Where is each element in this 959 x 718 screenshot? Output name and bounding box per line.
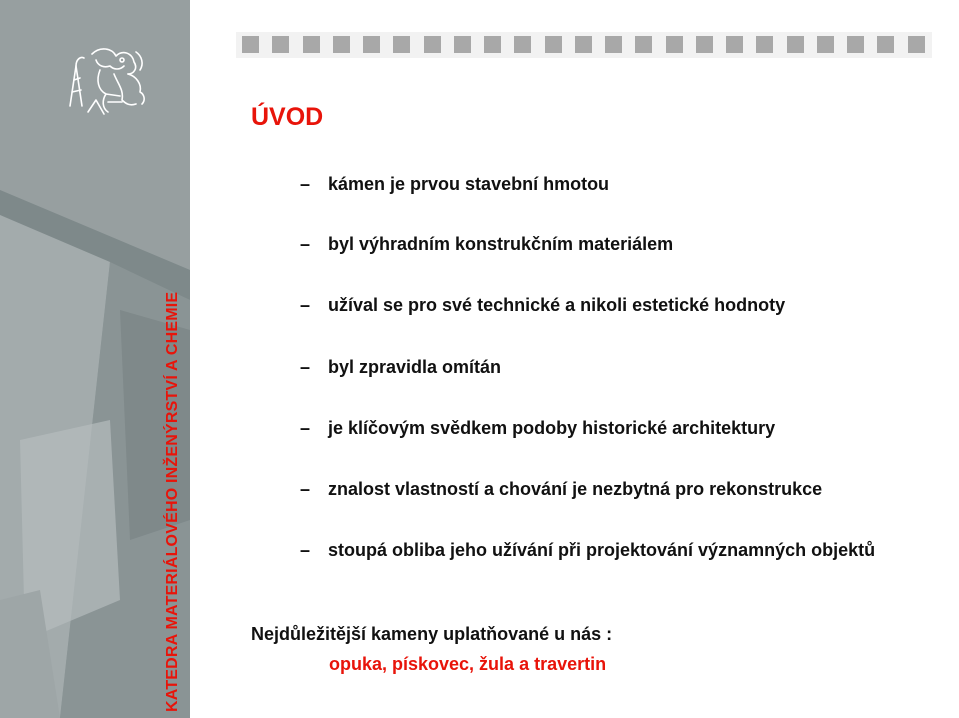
sidebar-panel [0,0,190,718]
footer-stone-list: opuka, pískovec, žula a travertin [329,654,607,674]
slide-title: ÚVOD [251,103,324,131]
dash-icon: – [300,479,311,499]
dash-icon: – [300,174,311,194]
bullet-text: byl výhradním konstrukčním materiálem [328,234,674,254]
dash-icon: – [300,357,311,377]
strip-square [514,36,531,53]
bullet-text: je klíčovým svědkem podoby historické architektury [328,418,776,438]
strip-square [605,36,622,53]
strip-square [666,36,683,53]
bullet-text: kámen je prvou stavební hmotou [328,174,610,194]
dash-icon: – [300,234,311,254]
department-label: KATEDRA MATERIÁLOVÉHO INŽENÝRSTVÍ A CHEMIE [164,291,181,712]
strip-square [847,36,864,53]
strip-square [484,36,501,53]
strip-square [333,36,350,53]
header-decoration-strip [236,32,932,58]
strip-square [303,36,320,53]
strip-square [454,36,471,53]
bullet-text: znalost vlastností a chování je nezbytná pro rekonstrukce [328,479,823,499]
strip-square [545,36,562,53]
strip-square [242,36,259,53]
strip-square [393,36,410,53]
strip-square [575,36,592,53]
dash-icon: – [300,540,311,560]
dash-icon: – [300,295,311,315]
strip-square [787,36,804,53]
strip-square [756,36,773,53]
strip-square [696,36,713,53]
bullet-text: užíval se pro své technické a nikoli estetické hodnoty [328,295,786,315]
footer-label: Nejdůležitější kameny uplatňované u nás : [251,624,613,644]
strip-square [817,36,834,53]
strip-square [272,36,289,53]
lion-crest-logo-icon [62,40,152,120]
strip-square [363,36,380,53]
dash-icon: – [300,418,311,438]
strip-square [726,36,743,53]
strip-square [908,36,925,53]
bullet-text: stoupá obliba jeho užívání při projektování významných objektů [328,540,876,560]
bullet-text: byl zpravidla omítán [328,357,502,377]
strip-square [635,36,652,53]
strip-square [877,36,894,53]
strip-square [424,36,441,53]
